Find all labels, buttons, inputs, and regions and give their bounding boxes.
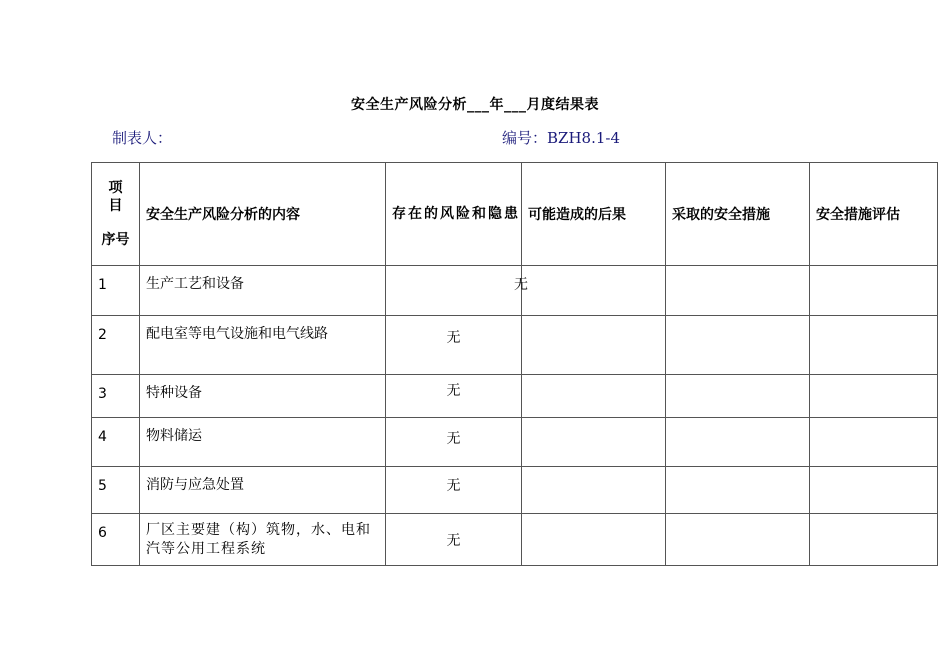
row-content: 生产工艺和设备 (140, 266, 386, 316)
row-risk: 无 (386, 375, 522, 418)
maker-label: 制表人： (112, 129, 173, 147)
row-num: 3 (92, 375, 140, 418)
table-row (92, 467, 938, 514)
table-header-row (92, 163, 938, 266)
header-measures: 采取的安全措施 (666, 163, 810, 266)
row-evaluation (810, 467, 938, 514)
row-risk: 无 (386, 514, 522, 566)
table-row (92, 375, 938, 418)
document-code: 编号：BZH8.1-4 (502, 129, 620, 147)
row-content: 消防与应急处置 (140, 467, 386, 514)
row-measures (666, 375, 810, 418)
header-evaluation: 安全措施评估 (810, 163, 938, 266)
table-row (92, 316, 938, 375)
row-consequence (522, 514, 666, 566)
row-num: 4 (92, 418, 140, 467)
row-num: 5 (92, 467, 140, 514)
row-measures (666, 266, 810, 316)
header-num-line1: 项 (108, 180, 123, 196)
table-row (92, 266, 938, 316)
row-evaluation (810, 418, 938, 467)
header-num-line2: 目 (108, 198, 123, 214)
row-content: 物料储运 (140, 418, 386, 467)
row-measures (666, 316, 810, 375)
row-num: 2 (92, 316, 140, 375)
row-evaluation (810, 316, 938, 375)
row-risk: 无 (386, 467, 522, 514)
row-content: 厂区主要建（构）筑物，水、电和汽等公用工程系统 (140, 514, 386, 566)
header-num-line3: 序号 (101, 232, 130, 248)
row-risk: 无 (514, 277, 528, 293)
header-consequence: 可能造成的后果 (522, 163, 666, 266)
row-risk-cell (386, 266, 528, 316)
row-consequence (522, 375, 666, 418)
row-evaluation (810, 514, 938, 566)
row-measures (666, 418, 810, 467)
row-measures (666, 467, 810, 514)
row-evaluation (810, 266, 938, 316)
row-consequence (522, 467, 666, 514)
row-content: 配电室等电气设施和电气线路 (140, 316, 386, 375)
row-num: 6 (92, 514, 140, 566)
row-consequence (522, 266, 666, 316)
row-consequence (522, 316, 666, 375)
table-row (92, 514, 938, 566)
risk-analysis-table (91, 162, 938, 566)
row-measures (666, 514, 810, 566)
header-risk: 存在的风险和隐患 (386, 163, 522, 266)
row-consequence (522, 418, 666, 467)
row-risk: 无 (386, 316, 522, 375)
table-row (92, 418, 938, 467)
row-num: 1 (92, 266, 140, 316)
header-num (92, 163, 140, 266)
row-content: 特种设备 (140, 375, 386, 418)
document-title: 安全生产风险分析___年___月度结果表 (351, 97, 599, 113)
row-risk: 无 (386, 418, 522, 467)
header-content: 安全生产风险分析的内容 (140, 163, 386, 266)
row-evaluation (810, 375, 938, 418)
